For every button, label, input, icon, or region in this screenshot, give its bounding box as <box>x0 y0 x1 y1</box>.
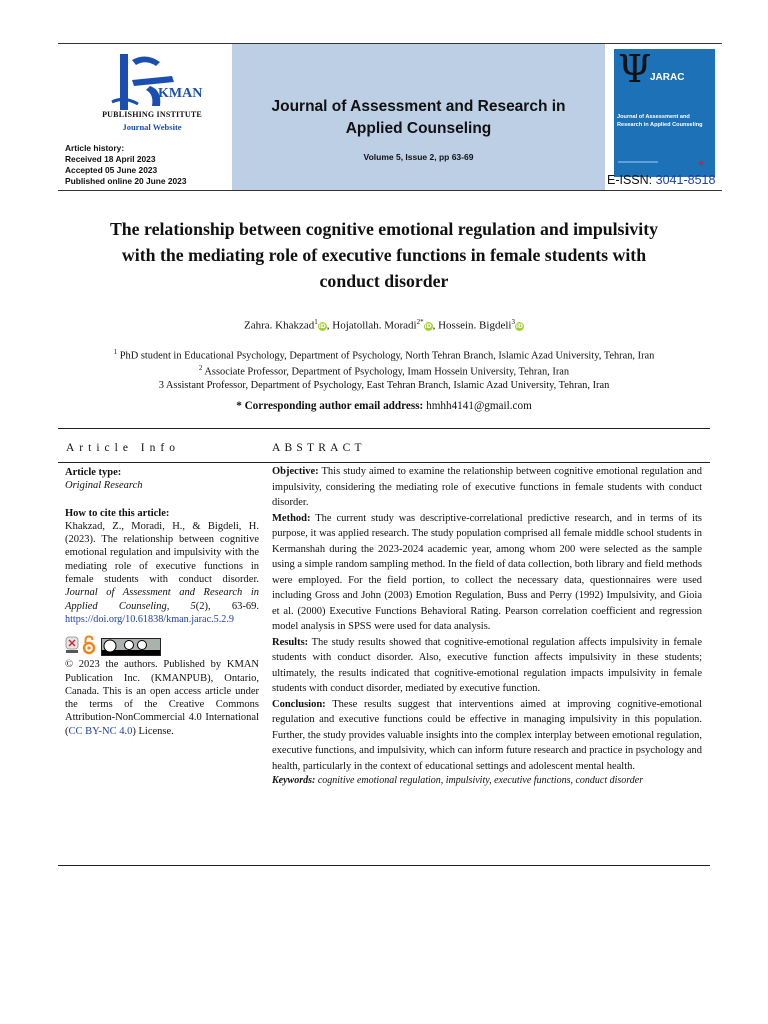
corresponding-email[interactable]: hmhh4141@gmail.com <box>423 400 532 412</box>
affiliation-1-sup: 1 <box>113 348 118 356</box>
header-bottom-rule <box>58 190 722 191</box>
abstract-conclusion <box>272 697 702 775</box>
orcid-icon[interactable]: iD <box>424 322 432 330</box>
abstract-heading: ABSTRACT <box>272 442 366 454</box>
method-label: Method: <box>272 512 311 524</box>
author-2-sup: 2* <box>416 318 424 326</box>
license-statement <box>65 658 259 738</box>
conclusion-label: Conclusion: <box>272 698 326 710</box>
citation-issue: (2), 63-69. <box>195 600 259 612</box>
license-link[interactable]: CC BY-NC 4.0 <box>68 725 133 737</box>
article-history <box>65 143 186 187</box>
author-3-sup: 3 <box>511 318 515 326</box>
psi-logo-icon: Ψ <box>618 47 652 91</box>
volume-info: Volume 5, Issue 2, pp 63-69 <box>363 152 474 162</box>
affiliation-1 <box>0 346 768 362</box>
license-text: © 2023 the authors. Published by KMAN Publication Inc. (KMANPUB), Ontario, Canada. This is an open access article under the terms of the Creative Commons Attribution-NonCommercial 4.0 International ( <box>65 659 259 737</box>
author-2: , Hojatollah. Moradi <box>326 319 417 332</box>
affiliation-3: 3 Assistant Professor, Department of Psychology, East Tehran Branch, Islamic Azad University, Tehran, Iran <box>158 379 610 391</box>
eissn <box>607 173 715 187</box>
keywords-label: Keywords: <box>272 775 316 786</box>
paper-title-line1: The relationship between cognitive emotional regulation and impulsivity <box>109 219 659 239</box>
results-label: Results: <box>272 636 309 648</box>
author-1-sup: 1 <box>314 318 318 326</box>
history-accepted: Accepted 05 June 2023 <box>65 165 158 175</box>
abstract-results <box>272 635 702 697</box>
paper-title <box>58 216 710 294</box>
method-text: The current study was descriptive-correlational predictive research, and in terms of its purpose, it was applied research. The study population comprised all female middle school students in Kermanshah during the 2023-2024 academic year, among whom 200 were selected as the sample using a simple random sampling method. In the field of data collection, both library and field methods were employed. For the field portion, to collect the necessary data, questionnaires were used including Gross and John (2003) Emotion Regulation, Buss and Perry (1992) Impulsivity, and Gioia et al. (2000) Executive Functions Behavioral Rating. Pearson correlation coefficient and regression model analysis in SPSS were used for data analysis. <box>272 512 702 632</box>
journal-name <box>232 96 605 140</box>
cc-by-nc-badge-icon[interactable] <box>101 638 161 656</box>
history-title: Article history: <box>65 143 125 153</box>
cite-label: How to cite this article: <box>65 507 170 519</box>
abstract-column <box>272 464 702 787</box>
orcid-icon[interactable]: iD <box>515 322 523 330</box>
kman-logo-icon <box>102 50 192 114</box>
cover-kman-icon: ✦ <box>698 159 705 168</box>
eissn-value: 3041-8518 <box>655 173 716 187</box>
paper-title-line3: conduct disorder <box>319 271 449 291</box>
kman-logo-text: KMAN <box>158 86 203 101</box>
affiliation-2 <box>0 362 768 378</box>
article-type-value: Original Research <box>65 480 143 492</box>
affiliation-1-text: PhD student in Educational Psychology, Department of Psychology, North Tehran Branch, Islamic Azad University, Tehran, Iran <box>117 350 655 362</box>
article-info-heading: Article Info <box>66 442 180 454</box>
journal-name-line2: Applied Counseling <box>345 120 492 137</box>
article-type-label: Article type: <box>65 467 122 478</box>
cover-divider <box>618 161 658 163</box>
corresponding-author <box>0 400 768 412</box>
license-end: ) License. <box>132 725 174 737</box>
cover-title: Journal of Assessment and Research in Applied Counseling <box>617 114 703 128</box>
license-badges <box>65 636 259 656</box>
info-top-rule <box>58 428 710 429</box>
corresponding-label: * Corresponding author email address: <box>236 400 424 412</box>
article-info-column <box>65 466 259 738</box>
doi-link[interactable]: https://doi.org/10.61838/kman.jarac.5.2.9 <box>65 613 235 625</box>
citation-text: Khakzad, Z., Moradi, H., & Bigdeli, H. (2023). The relationship between cognitive emotional regulation and impulsivity with the mediating role of executive functions in female students with conduct disorder. <box>65 520 259 586</box>
objective-text: This study aimed to examine the relationship between cognitive emotional regulation and impulsivity, considering the mediating role of executive functions in female students with conduct disorder. <box>272 466 702 508</box>
author-3: , Hossein. Bigdeli <box>432 319 512 332</box>
journal-cover <box>614 49 715 177</box>
cover-abbr: JARAC <box>650 72 685 83</box>
info-bottom-rule <box>58 865 710 866</box>
eissn-label: E-ISSN: <box>607 173 653 187</box>
history-published: Published online 20 June 2023 <box>65 176 187 186</box>
orcid-icon[interactable]: iD <box>318 322 326 330</box>
publisher-name: PUBLISHING INSTITUTE <box>102 110 202 119</box>
journal-title-panel <box>232 44 605 190</box>
objective-label: Objective: <box>272 466 319 477</box>
affiliations <box>0 346 768 392</box>
author-list <box>0 318 768 332</box>
abstract-method <box>272 511 702 635</box>
journal-name-line1: Journal of Assessment and Research in <box>271 98 566 115</box>
history-received: Received 18 April 2023 <box>65 154 156 164</box>
affiliation-2-text: Associate Professor, Department of Psychology, Imam Hossein University, Tehran, Iran <box>202 366 570 378</box>
citation-journal: Journal of Assessment and Research in Applied Counseling, 5 <box>65 587 259 612</box>
journal-website-link[interactable]: Journal Website <box>122 122 182 132</box>
citation <box>65 520 259 626</box>
conclusion-text: These results suggest that interventions aimed at improving cognitive-emotional regulation and executive functions could be effective in managing impulsivity in this population. Further, the study provides valuable insights into the complex interplay between emotional regulation, executive functions, and impulsivity, which can inform future research and practice in psychology and health, particularly in the context of educational settings and adolescent mental health. <box>272 698 702 772</box>
paper-title-line2: with the mediating role of executive functions in female students with <box>121 245 647 265</box>
info-mid-rule <box>58 462 710 463</box>
results-text: The study results showed that cognitive-emotional regulation affects impulsivity in female students with conduct disorder. Also, executive function affects impulsivity in these students; ultimately, the results indicated that cognitive-emotional regulation impacts impulsivity in female students with conduct disorder, mediated by executive function. <box>272 636 702 694</box>
crossmark-icon[interactable] <box>65 636 79 654</box>
author-1: Zahra. Khakzad <box>244 319 315 332</box>
keywords-text: cognitive emotional regulation, impulsivity, executive functions, conduct disorder <box>315 775 644 786</box>
affiliation-2-sup: 2 <box>198 364 203 373</box>
open-access-icon <box>82 635 96 655</box>
abstract-objective <box>272 464 702 511</box>
abstract-keywords <box>272 774 702 787</box>
